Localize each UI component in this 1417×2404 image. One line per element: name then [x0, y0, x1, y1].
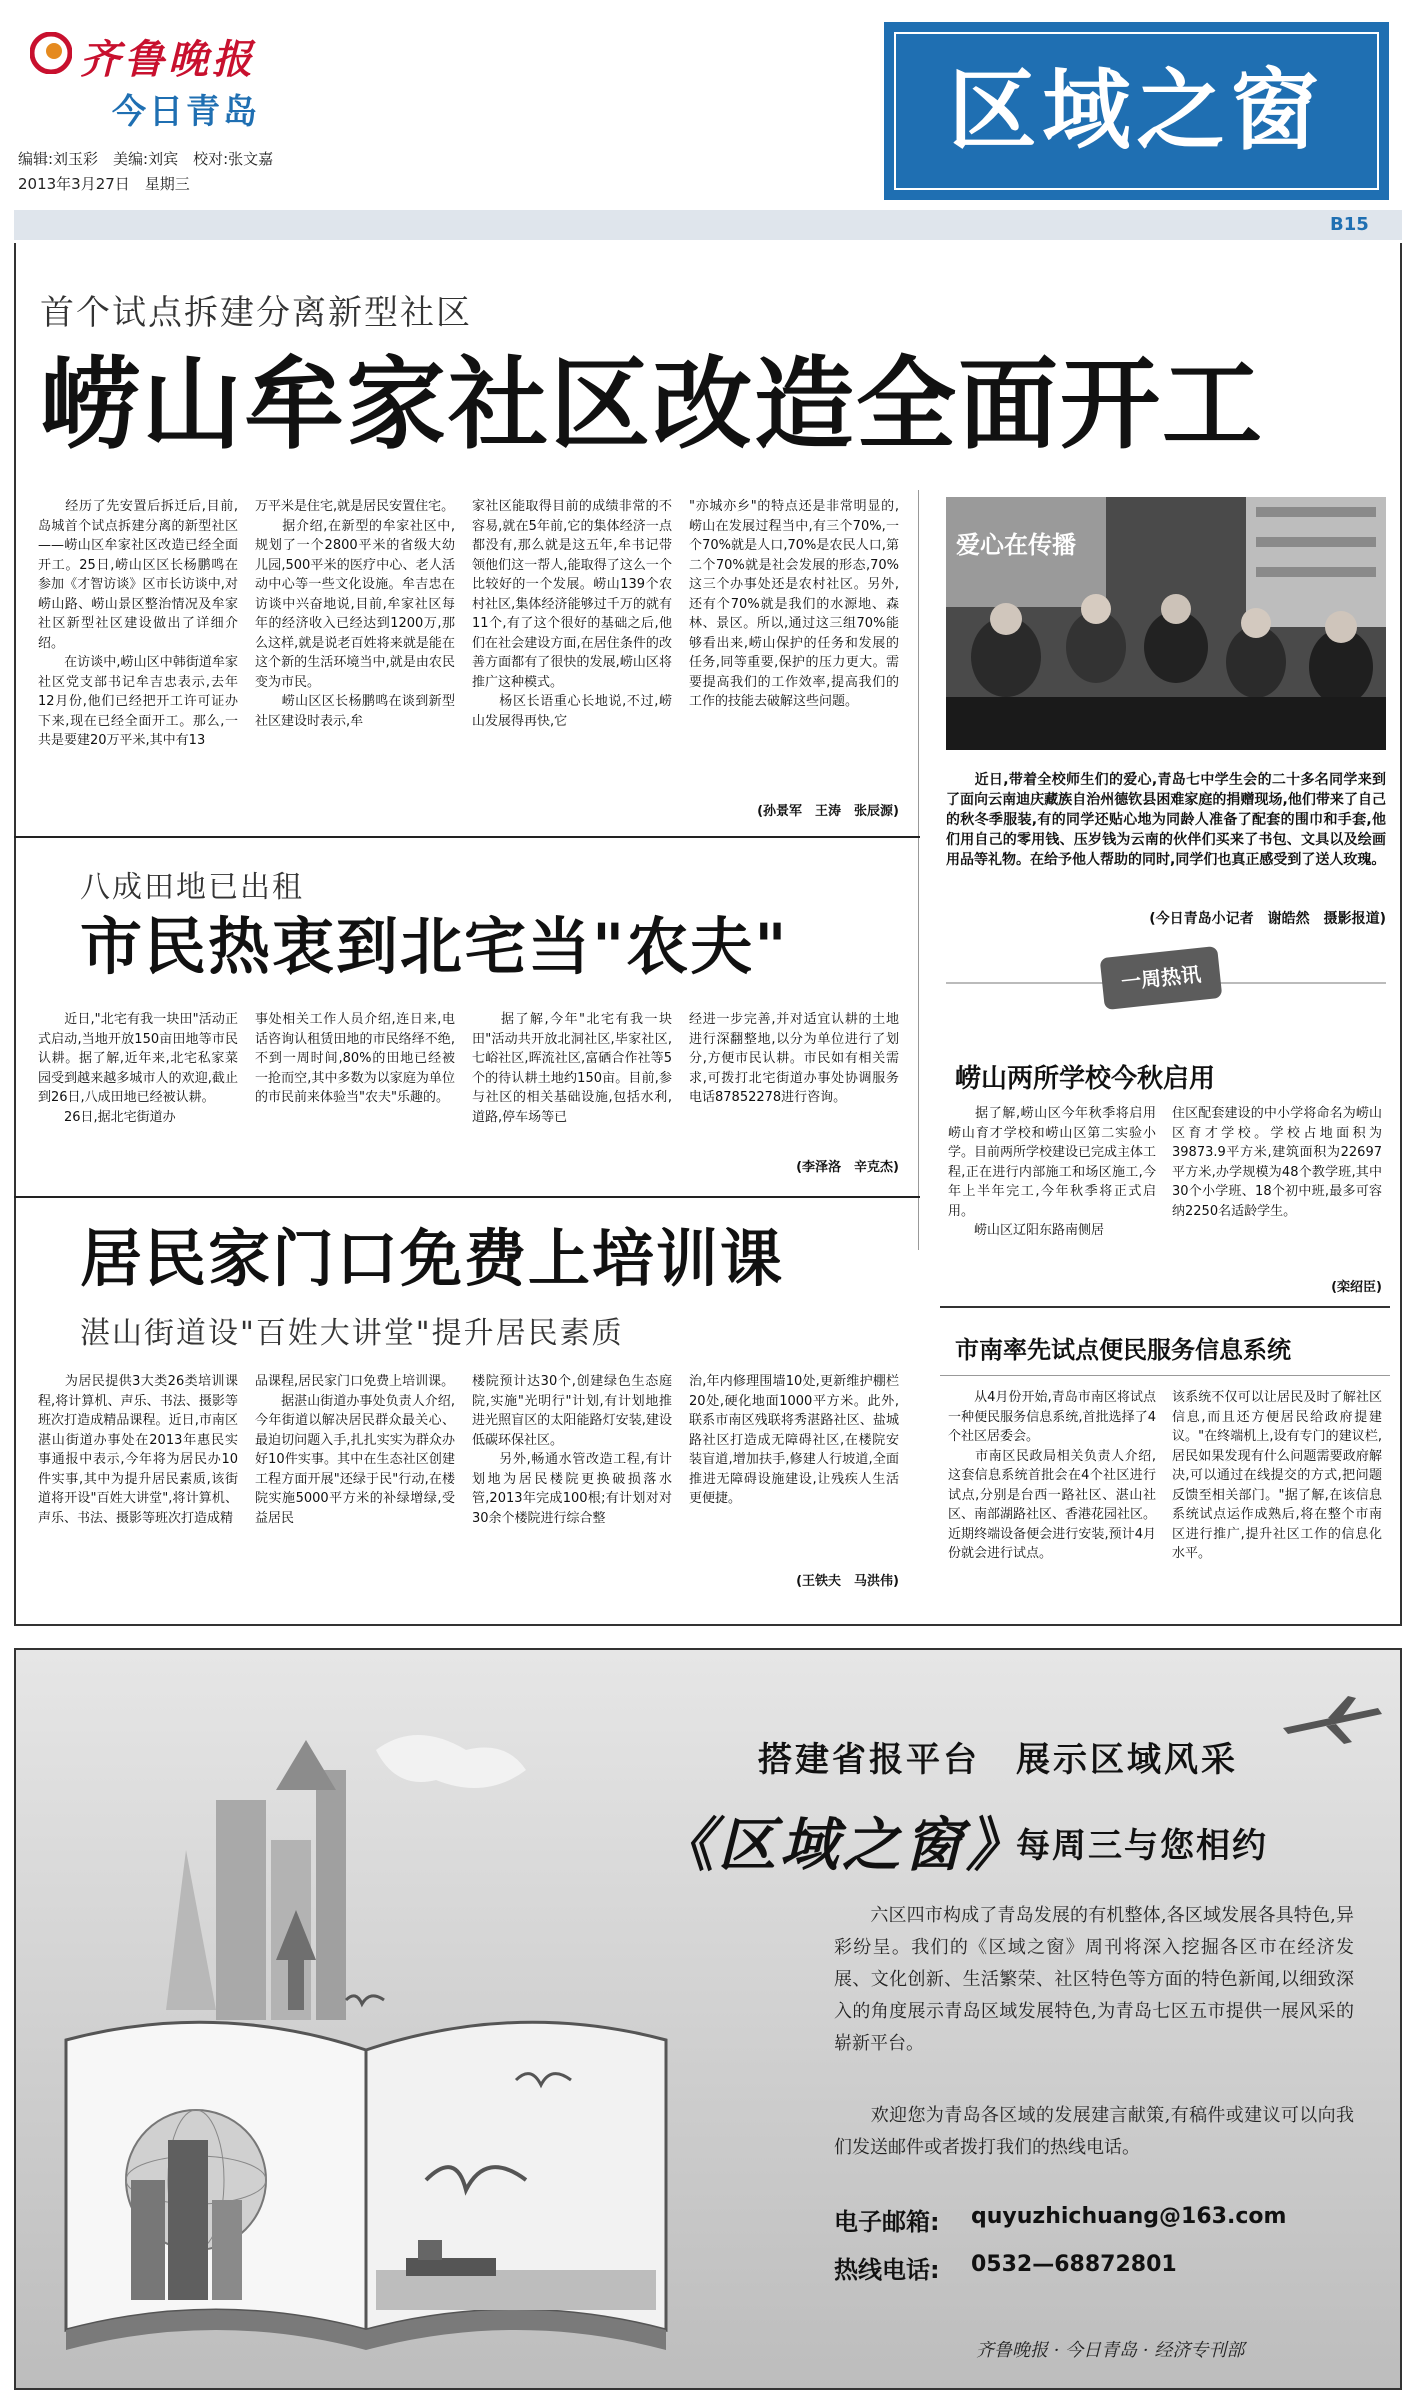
photo-caption: 近日,带着全校师生们的爱心,青岛七中学生会的二十多名同学来到了面向云南迪庆藏族自治州德钦县困难家庭的捐赠现场,他们带来了自己的秋冬季服装,有的同学还贴心地为同龄人准备了配套的围巾和手套,他们用自己的零用钱、压岁钱为云南的伙伴们买来了书包、文具以及绘画用品等礼物。在给予他人帮助的同时,同学们也真正感受到了送人玫瑰。 — [946, 772, 1386, 868]
advert-body-2: 欢迎您为青岛各区域的发展建言献策,有稿件或建议可以向我们发送邮件或者拨打我们的热线电话。 — [834, 2105, 1354, 2158]
story1-byline: (孙景军 王涛 张辰源) — [757, 804, 899, 819]
advert-slogan: 每周三与您相约 — [1016, 1826, 1268, 1866]
story3-byline: (栾绍臣) — [1331, 1280, 1382, 1295]
story1-bottom-rule — [14, 836, 920, 838]
advert-phone-label: 热线电话: — [834, 2256, 940, 2284]
story1-column-2: 万平米是住宅,就是居民安置住宅。 据介绍,在新型的牟家社区中,规划了一个2800平米的省级大幼儿园,500平米的医疗中心、老人活动中心等一些文化设施。牟吉忠在访谈中兴奋地说,目前,牟家社区每年的经济收入已经达到1200万,那么这样,就是说老百姓将来就是能在这个新的生活环境当中,就是由农民变为市民。 崂山区区长杨鹏鸣在谈到新型社区建设时表示,牟 — [255, 499, 455, 729]
story2-column-4: 经进一步完善,并对适宜认耕的土地进行深翻整地,以分为单位进行了划分,方便市民认耕。市民如有相关需求,可拨打北宅街道办事处协调服务电话87852278进行咨询。 — [689, 1012, 899, 1105]
story2-column-3: 据了解,今年"北宅有我一块田"活动共开放北洞社区,毕家社区,七峪社区,晖流社区,富硒合作社等5个的待认耕土地约150亩。目前,参与社区的相关基础设施,包括水利,道路,停车场等已 — [472, 1012, 672, 1125]
story5-column-1: 从4月份开始,青岛市南区将试点一种便民服务信息系统,首批选择了4个社区居委会。 市南区民政局相关负责人介绍,这套信息系统首批会在4个社区进行试点,分别是台西一路社区、湛山社区、南部湖路社区、香港花园社区。近期终端设备便会进行安装,预计4月份就会进行试点。 — [948, 1390, 1156, 1561]
story2-headline: 市民热衷到北宅当"农夫" — [80, 910, 789, 983]
section-title: 区域之窗 — [948, 59, 1325, 162]
story5-column-2: 该系统不仅可以让居民及时了解社区信息,而且还方便居民给政府提建议。"在终端机上,设有专门的建议栏,居民如果发现有什么问题需要政府解决,可以通过在线提交的方式,把问题反馈至相关部门。"据了解,在该信息系统试点运作成熟后,将在整个市南区进行推广,提升社区工作的信息化水平。 — [1172, 1390, 1382, 1561]
story5-rule — [940, 1375, 1390, 1376]
story4-column-2: 品课程,居民家门口免费上培训课。 据湛山街道办事处负责人介绍,今年街道以解决居民群众最关心、最迫切问题入手,扎扎实实为群众办好10件实事。其中在生态社区创建工程方面开展"还绿于民"行动,在楼院实施5000平方米的补绿增绿,受益居民 — [255, 1374, 455, 1526]
advert-body-1: 六区四市构成了青岛发展的有机整体,各区域发展各具特色,异彩纷呈。我们的《区域之窗》周刊将深入挖掘各区市在经济发展、文化创新、生活繁荣、社区特色等方面的特色新闻,以细致深入的角度展示青岛区域发展特色,为青岛七区五市提供一展风采的崭新平台。 — [834, 1905, 1354, 2054]
paper-name: 齐鲁晚报 — [80, 36, 256, 83]
story4-subhead: 湛山街道设"百姓大讲堂"提升居民素质 — [80, 1316, 624, 1351]
page-number: B15 — [1330, 214, 1369, 235]
advert-panel — [14, 1648, 1402, 2390]
story1-column-1: 经历了先安置后拆迁后,目前,岛城首个试点拆建分离的新型社区——崂山区牟家社区改造已经全面开工。25日,崂山区区长杨鹏鸣在参加《才智访谈》区市长访谈中,对崂山路、崂山景区整治情况及牟家社区新型社区建设做出了详细介绍。 在访谈中,崂山区中韩街道牟家社区党支部书记牟吉忠表示,去年12月份,他们已经把开工许可证办下来,现在已经全面开工。那么,一共是要建20万平米,其中有13 — [38, 499, 238, 748]
story2-deck: 八成田地已出租 — [80, 870, 304, 905]
story1-headline: 崂山牟家社区改造全面开工 — [40, 346, 1264, 463]
staff-line: 编辑:刘玉彩 美编:刘宾 校对:张文嘉 — [18, 150, 274, 168]
story3-column-1: 据了解,崂山区今年秋季将启用崂山育才学校和崂山区第二实验小学。目前两所学校建设已完成主体工程,正在进行内部施工和场区施工,今年上半年完工,今年秋季将正式启用。 崂山区辽阳东路南侧居 — [948, 1106, 1156, 1238]
advert-email-value[interactable]: quyuzhichuang@163.com — [971, 2204, 1287, 2229]
advert-footer: 齐鲁晚报 · 今日青岛 · 经济专刊部 — [976, 2340, 1245, 2361]
newspaper-logo-icon — [30, 32, 72, 74]
story4-byline: (王铁夫 马洪伟) — [796, 1574, 899, 1589]
photo-title: 爱心在传播 — [956, 531, 1076, 559]
story4-column-4: 治,年内修理围墙10处,更新维护棚栏20处,硬化地面1000平方米。此外,联系市南区残联将秀湛路社区、盐城路社区打造成无障碍社区,在楼院安装盲道,增加扶手,修建人行坡道,全面推进无障碍设施建设,让残疾人生活更便捷。 — [689, 1374, 899, 1506]
advert-brand: 《区域之窗》 — [656, 1811, 1029, 1879]
page-number-bar — [14, 210, 1402, 240]
story1-deck: 首个试点拆建分离新型社区 — [40, 293, 472, 333]
story5-headline: 市南率先试点便民服务信息系统 — [955, 1336, 1291, 1364]
volunteer-photo — [946, 497, 1386, 750]
advert-tagline-1: 搭建省报平台 — [758, 1740, 980, 1780]
story1-column-4: "亦城亦乡"的特点还是非常明显的,崂山在发展过程当中,有三个70%,一个70%就是人口,70%是农民人口,第二个70%就是社会发展的形态,70%这三个办事处还是农村社区。另外,还有个70%就是我们的水源地、森林、景区。所以,通过这三组70%能够看出来,崂山保护的任务和发展的任务,同等重要,保护的压力更大。需要提高我们的工作效率,提高我们的工作的技能去破解这些问题。 — [689, 499, 899, 709]
edition-name: 今日青岛 — [112, 92, 260, 132]
story4-column-1: 为居民提供3大类26类培训课程,将计算机、声乐、书法、摄影等班次打造成精品课程。近日,市南区湛山街道办事处在2013年惠民实事通报中表示,今年将为居民办10件实事,其中为提升居民素质,该街道将开设"百姓大讲堂",将计算机、声乐、书法、摄影等班次打造成精 — [38, 1374, 238, 1526]
story3-headline: 崂山两所学校今秋启用 — [955, 1064, 1216, 1094]
photo-byline: (今日青岛小记者 谢皓然 摄影报道) — [1149, 911, 1386, 927]
story4-column-3: 楼院预计达30个,创建绿色生态庭院,实施"光明行"计划,有计划地推进光照盲区的太阳能路灯安装,建设低碳环保社区。 另外,畅通水管改造工程,有计划地为居民楼院更换破损落水管,2013年完成100根;有计划对对30余个楼院进行综合整 — [472, 1374, 672, 1526]
story4-headline: 居民家门口免费上培训课 — [80, 1222, 785, 1295]
date-line: 2013年3月27日 星期三 — [18, 175, 190, 193]
story2-bottom-rule — [14, 1196, 920, 1198]
section-title-box — [884, 22, 1389, 200]
story2-byline: (李泽洛 辛克杰) — [796, 1160, 899, 1175]
book-illustration — [46, 1710, 686, 2370]
advert-tagline-2: 展示区域风采 — [1016, 1740, 1238, 1780]
story1-column-3: 家社区能取得目前的成绩非常的不容易,就在5年前,它的集体经济一点都没有,那么就是这五年,牟书记带领他们这一帮人,能取得了这么一个比较好的一个发展。崂山139个农村社区,集体经济能够过千万的就有11个,有了这个很好的基础之后,他们在社会建设方面,在居住条件的改善方面都有了很快的发展,崂山区将推广这种模式。 杨区长语重心长地说,不过,崂山发展得再快,它 — [472, 499, 672, 729]
airplane-icon — [1278, 1690, 1388, 1750]
story3-rule — [940, 1306, 1390, 1308]
masthead — [0, 0, 1417, 245]
story2-column-2: 事处相关工作人员介绍,连日来,电话咨询认租赁田地的市民络绎不绝,不到一周时间,80%的田地已经被一抢而空,其中多数为以家庭为单位的市民前来体验当"农夫"乐趣的。 — [255, 1012, 455, 1105]
story2-column-1: 近日,"北宅有我一块田"活动正式启动,当地开放150亩田地等市民认耕。据了解,近年来,北宅私家菜园受到越来越多城市人的欢迎,截止到26日,八成田地已经被认耕。 26日,据北宅街道办 — [38, 1012, 238, 1125]
story3-column-2: 住区配套建设的中小学将命名为崂山区育才学校。学校占地面积为39873.9平方米,建筑面积为22697平方米,办学规模为48个教学班,其中30个小学班、18个初中班,最多可容纳2250名适龄学生。 — [1172, 1106, 1382, 1219]
story1-divider — [918, 490, 919, 1250]
advert-phone-value[interactable]: 0532—68872801 — [971, 2252, 1177, 2277]
news-logo-label: 一周热讯 — [1119, 961, 1203, 995]
advert-email-label: 电子邮箱: — [834, 2208, 940, 2236]
